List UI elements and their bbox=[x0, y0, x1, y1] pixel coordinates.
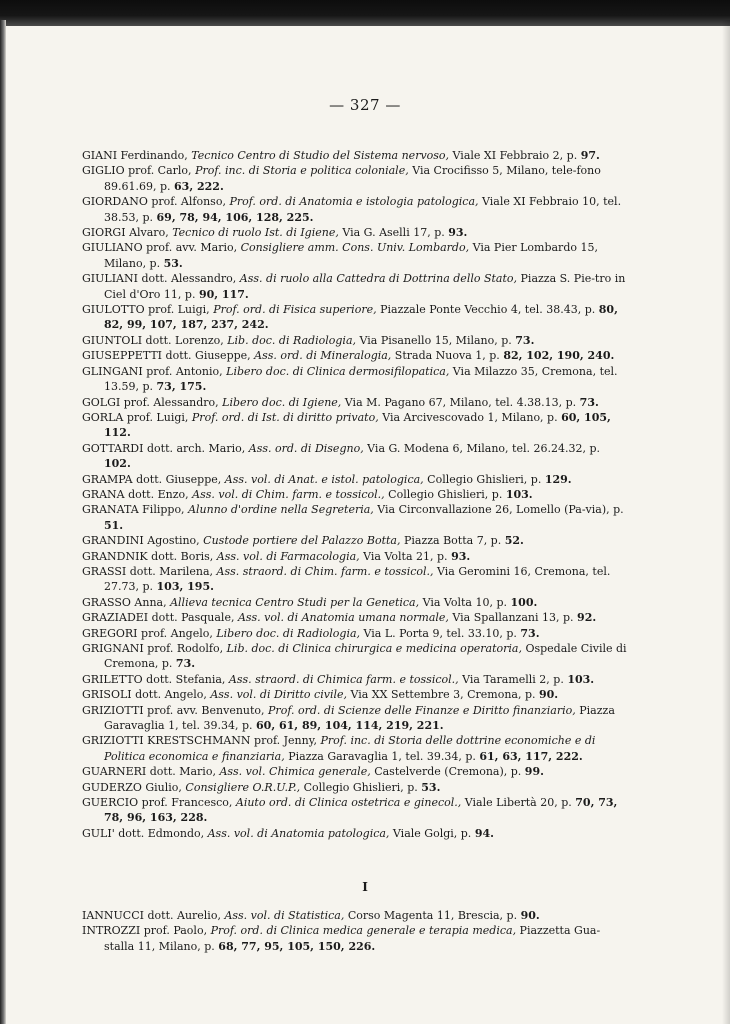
entry-title: dott. Marilena, bbox=[126, 564, 217, 578]
entry-role: Libero doc. di Igiene, bbox=[222, 395, 342, 409]
entry-role: Ass. vol. di Farmacologia, bbox=[216, 549, 360, 563]
entry-address: Via Arcivescovado 1, Milano, p. bbox=[378, 410, 562, 424]
entry-title: prof. avv. Mario, bbox=[142, 241, 241, 255]
entry-title: prof. Alessandro, bbox=[120, 395, 223, 409]
entry-title: Giulio, bbox=[141, 780, 186, 794]
entries-list-g bbox=[82, 148, 630, 841]
entry-address: Via Circonvallazione 26, Lomello (Pa-via), p. bbox=[373, 503, 624, 517]
entry-name: GRASSO bbox=[82, 595, 131, 609]
entry-pages: 90. bbox=[539, 688, 559, 702]
entry-pages: 70, 73, 78, 96, 163, 228. bbox=[104, 796, 618, 825]
entry-title: prof. Paolo, bbox=[140, 924, 211, 938]
section-letter: I bbox=[362, 880, 368, 894]
entry-title: dott. Pasquale, bbox=[148, 611, 238, 625]
entry-title: dott. arch. Mario, bbox=[143, 441, 249, 455]
entry-title: dott. Lorenzo, bbox=[142, 333, 228, 347]
entries-list-i bbox=[82, 908, 630, 954]
entry-role: Tecnico di ruolo Ist. di Igiene, bbox=[172, 226, 339, 240]
entry-pages: 103, 195. bbox=[156, 580, 214, 594]
entry-pages: 90, 117. bbox=[198, 287, 249, 301]
entry-role: Ass. vol. di Anat. e istol. patologica, bbox=[224, 472, 424, 486]
list-item bbox=[82, 333, 630, 348]
entry-title: dott. Giuseppe, bbox=[162, 349, 255, 363]
entry-pages: 99. bbox=[524, 765, 544, 779]
entry-name: GIANI bbox=[82, 149, 118, 162]
entry-address: Viale Libertà 20, p. bbox=[461, 796, 576, 810]
entry-title: prof. Angelo, bbox=[137, 626, 217, 640]
entry-address: Viale XI Febbraio 10, tel. 38.53, p. bbox=[104, 195, 622, 224]
list-item bbox=[82, 194, 630, 225]
entry-pages: 103. bbox=[567, 672, 595, 686]
entry-pages: 73. bbox=[520, 626, 540, 640]
list-item bbox=[82, 923, 630, 954]
entry-title: dott. Alessandro, bbox=[137, 272, 240, 286]
entry-address: Piazzetta Gua-stalla 11, Milano, p. bbox=[104, 924, 601, 953]
entry-title: prof. Jenny, bbox=[250, 734, 321, 748]
list-item bbox=[82, 163, 630, 194]
entry-pages: 60, 61, 89, 104, 114, 219, 221. bbox=[256, 719, 444, 733]
entry-role: Custode portiere del Palazzo Botta, bbox=[203, 534, 401, 548]
list-item bbox=[82, 533, 630, 548]
entry-title: dott. Enzo, bbox=[124, 487, 193, 501]
entry-address: Piazza S. Pie-tro in Ciel d'Oro 11, p. bbox=[104, 272, 626, 301]
page-number: — 327 — bbox=[329, 96, 401, 114]
entry-address: Via M. Pagano 67, Milano, tel. 4.38.13, p. bbox=[341, 395, 580, 409]
entry-pages: 129. bbox=[544, 472, 572, 486]
entry-pages: 92. bbox=[577, 611, 597, 625]
list-item bbox=[82, 348, 630, 363]
entry-name: GIULOTTO bbox=[82, 303, 145, 317]
entry-title: prof. avv. Benvenuto, bbox=[143, 703, 269, 717]
entry-role: Ass. ord. di Disegno, bbox=[248, 441, 364, 455]
entry-name: GUERCIO bbox=[82, 796, 139, 810]
entry-pages: 53. bbox=[421, 780, 441, 794]
entry-title: prof. Carlo, bbox=[124, 164, 196, 178]
entry-address: Piazzale Ponte Vecchio 4, tel. 38.43, p. bbox=[376, 303, 599, 317]
entry-name: GOTTARDI bbox=[82, 441, 144, 455]
entry-title: dott. Angelo, bbox=[131, 688, 211, 702]
entry-role: Ass. straord. di Chimica farm. e tossicol., bbox=[228, 672, 459, 686]
entry-role: Lib. doc. di Radiologia, bbox=[227, 333, 356, 347]
entry-role: Ass. vol. di Anatomia patologica, bbox=[207, 826, 390, 840]
entry-name: GRANA bbox=[82, 487, 125, 501]
list-item bbox=[82, 472, 630, 487]
entry-address: Via Pier Lombardo 15, Milano, p. bbox=[104, 241, 598, 270]
entry-role: Ass. straord. di Chim. farm. e tossicol., bbox=[216, 564, 434, 578]
list-item bbox=[82, 908, 630, 923]
entry-title: Agostino, bbox=[143, 534, 204, 548]
entry-name: GIORDANO bbox=[82, 195, 148, 209]
entry-name: GIULIANO bbox=[82, 241, 143, 255]
entry-title: prof. Rodolfo, bbox=[143, 642, 227, 655]
entry-role: Consigliere O.R.U.P., bbox=[185, 780, 301, 794]
list-item bbox=[82, 302, 630, 333]
entry-address: Via Volta 10, p. bbox=[419, 595, 511, 609]
list-item bbox=[82, 687, 630, 702]
list-item bbox=[82, 148, 630, 163]
entry-address: Castelverde (Cremona), p. bbox=[370, 765, 525, 779]
entry-role: Ass. vol. di Statistica, bbox=[224, 909, 345, 922]
entry-address: Via G. Modena 6, Milano, tel. 26.24.32, p. bbox=[363, 441, 600, 455]
list-item bbox=[82, 502, 630, 533]
entry-pages: 73. bbox=[175, 657, 196, 671]
entry-name: GULI' bbox=[82, 826, 115, 840]
entry-address: Strada Nuova 1, p. bbox=[391, 349, 504, 363]
list-item bbox=[82, 441, 630, 472]
entry-address: Piazza Garavaglia 1, tel. 39.34, p. bbox=[284, 749, 480, 763]
entry-address: Viale XI Febbraio 2, p. bbox=[449, 149, 581, 162]
entry-title: prof. Francesco, bbox=[138, 796, 236, 810]
entry-title: prof. Luigi, bbox=[144, 303, 214, 317]
list-item bbox=[82, 240, 630, 271]
entry-name: GRIGNANI bbox=[82, 642, 144, 655]
entry-pages: 68, 77, 95, 105, 150, 226. bbox=[218, 939, 376, 953]
entry-title: dott. Boris, bbox=[147, 549, 217, 563]
entry-pages: 94. bbox=[474, 826, 494, 840]
entry-role: Prof. ord. di Ist. di diritto privato, bbox=[191, 410, 379, 424]
list-item bbox=[82, 595, 630, 610]
entry-role: Prof. ord. di Anatomia e istologia patologica, bbox=[229, 195, 479, 209]
entry-title: prof. Luigi, bbox=[123, 410, 192, 424]
entry-name: GRILETTO bbox=[82, 672, 143, 686]
entry-name: GUARNERI bbox=[82, 765, 147, 779]
entry-title: dott. Aurelio, bbox=[144, 909, 225, 922]
entry-address: Via XX Settembre 3, Cremona, p. bbox=[346, 688, 539, 702]
entry-name: GRAZIADEI bbox=[82, 611, 149, 625]
entry-title: Filippo, bbox=[138, 503, 189, 517]
entry-name: INTROZZI bbox=[82, 924, 141, 938]
entry-pages: 61, 63, 117, 222. bbox=[479, 749, 583, 763]
entry-name: GRANDINI bbox=[82, 534, 144, 548]
entry-name: GLINGANI bbox=[82, 364, 143, 378]
entry-pages: 60, 105, 112. bbox=[104, 410, 611, 440]
entry-role: Tecnico Centro di Studio del Sistema nervoso, bbox=[191, 149, 450, 162]
list-item bbox=[82, 780, 630, 795]
entry-name: GIULIANI bbox=[82, 272, 138, 286]
entry-name: GREGORI bbox=[82, 626, 138, 640]
list-item bbox=[82, 364, 630, 395]
entry-pages: 82, 102, 190, 240. bbox=[503, 349, 615, 363]
entry-name: GRIZIOTTI KRESTSCHMANN bbox=[82, 734, 251, 748]
entry-role: Consigliere amm. Cons. Univ. Lombardo, bbox=[240, 241, 470, 255]
entry-pages: 73. bbox=[515, 333, 535, 347]
entry-name: GRISOLI bbox=[82, 688, 132, 702]
entry-name: GRAMPA bbox=[82, 472, 133, 486]
entry-address: Via Crocifisso 5, Milano, tele-fono 89.61.69, p. bbox=[104, 164, 601, 193]
list-item bbox=[82, 733, 630, 764]
entry-role: Prof. ord. di Clinica medica generale e terapia medica, bbox=[210, 924, 517, 938]
scan-right-shadow bbox=[722, 20, 730, 1024]
list-item bbox=[82, 487, 630, 502]
entry-address: Piazza Garavaglia 1, tel. 39.34, p. bbox=[104, 703, 615, 733]
entry-title: Anna, bbox=[130, 595, 171, 609]
entry-name: GRANDNIK bbox=[82, 549, 148, 563]
entry-name: GRANATA bbox=[82, 503, 139, 517]
entry-title: dott. Giuseppe, bbox=[132, 472, 225, 486]
entry-pages: 93. bbox=[451, 549, 471, 563]
entry-role: Prof. inc. di Storia e politica coloniale, bbox=[195, 164, 409, 178]
entry-name: GIUNTOLI bbox=[82, 333, 143, 347]
entry-name: GRIZIOTTI bbox=[82, 703, 144, 717]
list-item bbox=[82, 641, 630, 672]
entry-pages: 80, 82, 99, 107, 187, 237, 242. bbox=[104, 303, 618, 332]
list-item bbox=[82, 764, 630, 779]
list-item bbox=[82, 225, 630, 240]
entry-role: Libero doc. di Radiologia, bbox=[216, 626, 361, 640]
entry-title: dott. Mario, bbox=[146, 765, 220, 779]
entry-name: GIGLIO bbox=[82, 164, 125, 178]
list-item bbox=[82, 795, 630, 826]
list-item bbox=[82, 703, 630, 734]
entry-address: Via L. Porta 9, tel. 33.10, p. bbox=[360, 626, 521, 640]
entry-address: Via Spallanzani 13, p. bbox=[448, 611, 578, 625]
scan-top-edge bbox=[0, 0, 730, 26]
entry-pages: 53. bbox=[163, 256, 183, 270]
entry-name: GRASSI bbox=[82, 564, 127, 578]
entry-role: Ass. vol. Chimica generale, bbox=[219, 765, 371, 779]
entry-title: Alvaro, bbox=[125, 226, 173, 240]
entry-address: Via Volta 21, p. bbox=[359, 549, 452, 563]
entry-role: Libero doc. di Clinica dermosifilopatica, bbox=[226, 364, 450, 378]
entry-address: Ospedale Civile di Cremona, p. bbox=[104, 642, 627, 671]
entry-role: Ass. vol. di Diritto civile, bbox=[210, 688, 347, 702]
entry-role: Prof. inc. di Storia delle dottrine economiche e di Politica economica e finanziaria, bbox=[104, 734, 596, 763]
entry-title: prof. Alfonso, bbox=[147, 195, 230, 209]
list-item bbox=[82, 549, 630, 564]
entry-address: Via G. Aselli 17, p. bbox=[338, 226, 449, 240]
entry-name: GOLGI bbox=[82, 395, 121, 409]
entry-role: Ass. vol. di Chim. farm. e tossicol., bbox=[192, 487, 385, 501]
entry-address: Collegio Ghislieri, p. bbox=[300, 780, 422, 794]
list-item bbox=[82, 395, 630, 410]
entry-role: Ass. vol. di Anatomia umana normale, bbox=[237, 611, 449, 625]
entry-pages: 93. bbox=[448, 226, 468, 240]
list-item bbox=[82, 410, 630, 441]
entry-pages: 100. bbox=[510, 595, 538, 609]
entry-address: Via Taramelli 2, p. bbox=[458, 672, 568, 686]
entry-address: Via Geromini 16, Cremona, tel. 27.73, p. bbox=[104, 564, 611, 594]
entry-title: prof. Antonio, bbox=[142, 364, 227, 378]
entry-pages: 90. bbox=[520, 909, 540, 922]
entry-name: IANNUCCI bbox=[82, 909, 144, 922]
list-item bbox=[82, 672, 630, 687]
entry-title: dott. Stefania, bbox=[142, 672, 229, 686]
entry-address: Viale Golgi, p. bbox=[389, 826, 475, 840]
entry-address: Collegio Ghislieri, p. bbox=[384, 487, 506, 501]
entry-role: Ass. di ruolo alla Cattedra di Dottrina dello Stato, bbox=[239, 272, 518, 286]
entry-address: Piazza Botta 7, p. bbox=[400, 534, 505, 548]
scan-left-edge bbox=[0, 20, 6, 1024]
list-item bbox=[82, 271, 630, 302]
list-item bbox=[82, 626, 630, 641]
entry-role: Alunno d'ordine nella Segreteria, bbox=[188, 503, 374, 517]
entry-pages: 63, 222. bbox=[174, 179, 224, 193]
entry-pages: 73, 175. bbox=[156, 380, 207, 394]
entry-title: Ferdinando, bbox=[117, 149, 192, 162]
entry-role: Aiuto ord. di Clinica ostetrica e ginecol., bbox=[235, 796, 462, 810]
entry-address: Corso Magenta 11, Brescia, p. bbox=[344, 909, 521, 922]
entry-pages: 103. bbox=[505, 487, 533, 501]
entry-title: dott. Edmondo, bbox=[114, 826, 208, 840]
entry-address: Via Pisanello 15, Milano, p. bbox=[356, 333, 516, 347]
entry-address: Collegio Ghislieri, p. bbox=[423, 472, 545, 486]
entry-pages: 102. bbox=[104, 457, 131, 471]
entry-name: GUDERZO bbox=[82, 780, 142, 794]
entry-role: Allieva tecnica Centro Studi per la Genetica, bbox=[170, 595, 420, 609]
list-item bbox=[82, 564, 630, 595]
list-item bbox=[82, 610, 630, 625]
entry-pages: 52. bbox=[504, 534, 524, 548]
entry-pages: 73. bbox=[579, 395, 599, 409]
entry-pages: 69, 78, 94, 106, 128, 225. bbox=[156, 210, 314, 224]
entry-name: GIORGI bbox=[82, 226, 126, 240]
entry-role: Ass. ord. di Mineralogia, bbox=[254, 349, 392, 363]
entry-role: Lib. doc. di Clinica chirurgica e medicina operatoria, bbox=[226, 642, 522, 655]
entry-name: GORLA bbox=[82, 410, 124, 424]
entry-pages: 97. bbox=[580, 149, 600, 162]
list-item bbox=[82, 826, 630, 841]
entry-role: Prof. ord. di Fisica superiore, bbox=[213, 303, 377, 317]
entry-pages: 51. bbox=[104, 518, 124, 532]
entry-role: Prof. ord. di Scienze delle Finanze e Diritto finanziario, bbox=[268, 703, 576, 717]
entry-name: GIUSEPPETTI bbox=[82, 349, 163, 363]
entry-address: Via Milazzo 35, Cremona, tel. 13.59, p. bbox=[104, 364, 618, 394]
